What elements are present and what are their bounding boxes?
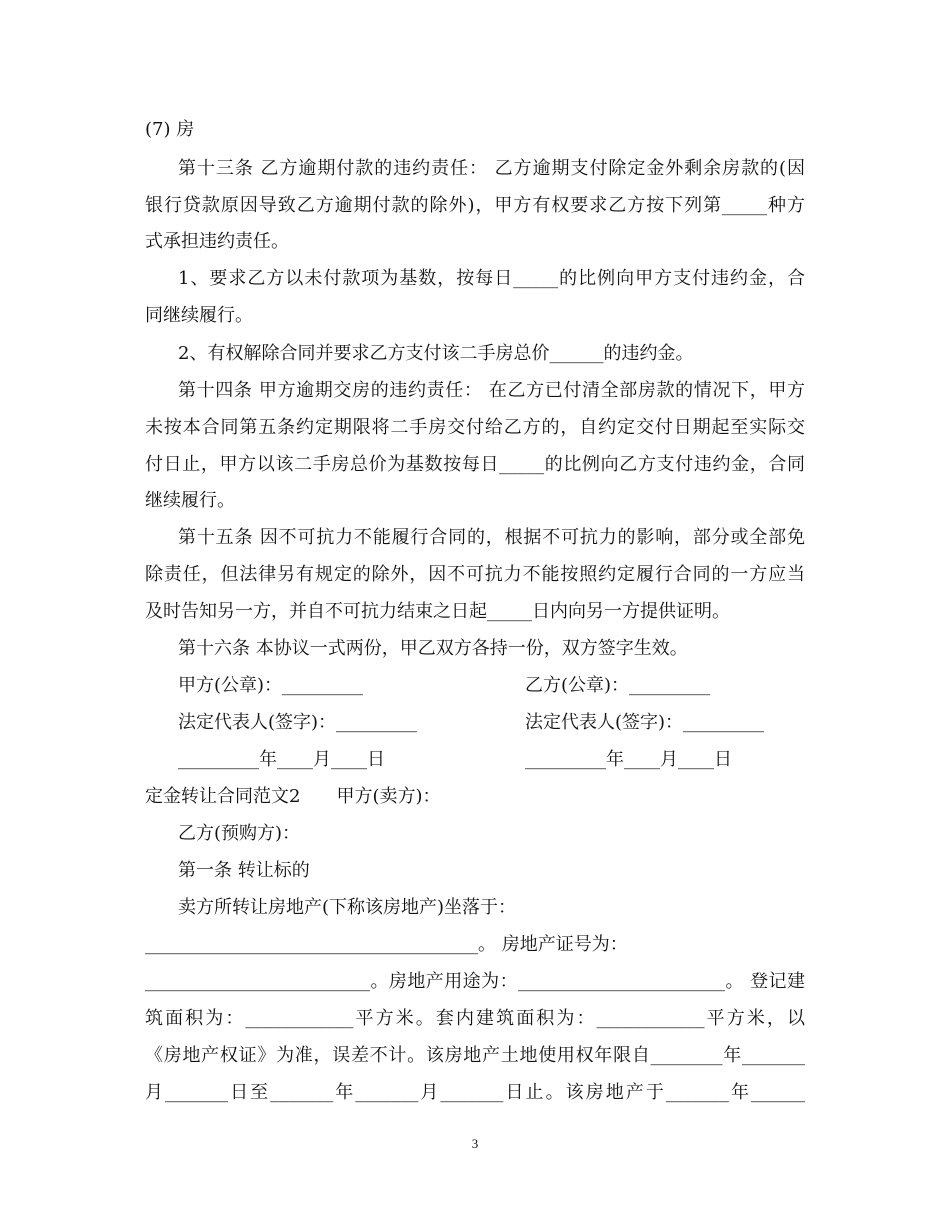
party-b-seal: 乙方(公章)：_________	[525, 675, 711, 696]
text-line: 月_______日至_______年_______月_______日止。该房地产于_______年______	[145, 1082, 805, 1103]
text-line: 乙方(预购方)：	[178, 823, 301, 844]
party-b-representative: 法定代表人(签字)：_________	[525, 712, 765, 733]
article-13-line: 第十三条 乙方逾期付款的违约责任： 乙方逾期支付除定金外剩余房款的(因	[178, 158, 805, 179]
text-line: _____________________________________。 房地产证号为：	[145, 934, 628, 955]
article-1-heading: 第一条 转让标的	[178, 860, 310, 881]
text-line: 除责任，但法律另有规定的除外，因不可抗力不能按照约定履行合同的一方应当	[145, 564, 805, 585]
section-heading: 定金转让合同范文2 甲方(卖方)：	[145, 786, 441, 807]
party-b-date: _________年____月____日	[525, 749, 732, 770]
text-line: 1、要求乙方以未付款项为基数，按每日_____的比例向甲方支付违约金，合	[178, 268, 805, 289]
article-16-line: 第十六条 本协议一式两份，甲乙双方各持一份，双方签字生效。	[178, 638, 688, 659]
page-number: 3	[471, 1136, 479, 1151]
party-a-seal: 甲方(公章)：_________	[178, 675, 364, 696]
text-line: (7) 房	[145, 119, 195, 140]
text-line: 2、有权解除合同并要求乙方支付该二手房总价______的违约金。	[178, 343, 694, 364]
text-line: 《房地产权证》为准，误差不计。该房地产土地使用权年限自________年_______	[145, 1045, 805, 1066]
text-line: 未按本合同第五条约定期限将二手房交付给乙方的，自约定交付日期起至实际交	[145, 417, 805, 438]
text-line: 付日止，甲方以该二手房总价为基数按每日_____的比例向乙方支付违约金，合同	[145, 454, 805, 475]
article-15-line: 第十五条 因不可抗力不能履行合同的，根据不可抗力的影响，部分或全部免	[178, 527, 805, 548]
text-line: _________________________。房地产用途为：_______________________。 登记建	[145, 971, 805, 992]
text-line: 式承担违约责任。	[145, 231, 289, 252]
text-line: 及时告知另一方，并自不可抗力结束之日起_____日内向另一方提供证明。	[145, 601, 730, 622]
text-line: 继续履行。	[145, 490, 235, 511]
party-a-date: _________年____月____日	[178, 749, 385, 770]
article-14-line: 第十四条 甲方逾期交房的违约责任： 在乙方已付清全部房款的情况下，甲方	[178, 380, 805, 401]
text-line: 筑面积为：____________平方米。套内建筑面积为：____________平方米，以	[145, 1008, 805, 1029]
text-line: 银行贷款原因导致乙方逾期付款的除外)，甲方有权要求乙方按下列第_____种方	[145, 195, 805, 216]
party-a-representative: 法定代表人(签字)：_________	[178, 712, 418, 733]
text-line: 同继续履行。	[145, 305, 253, 326]
text-line: 卖方所转让房地产(下称该房地产)坐落于：	[178, 897, 517, 918]
